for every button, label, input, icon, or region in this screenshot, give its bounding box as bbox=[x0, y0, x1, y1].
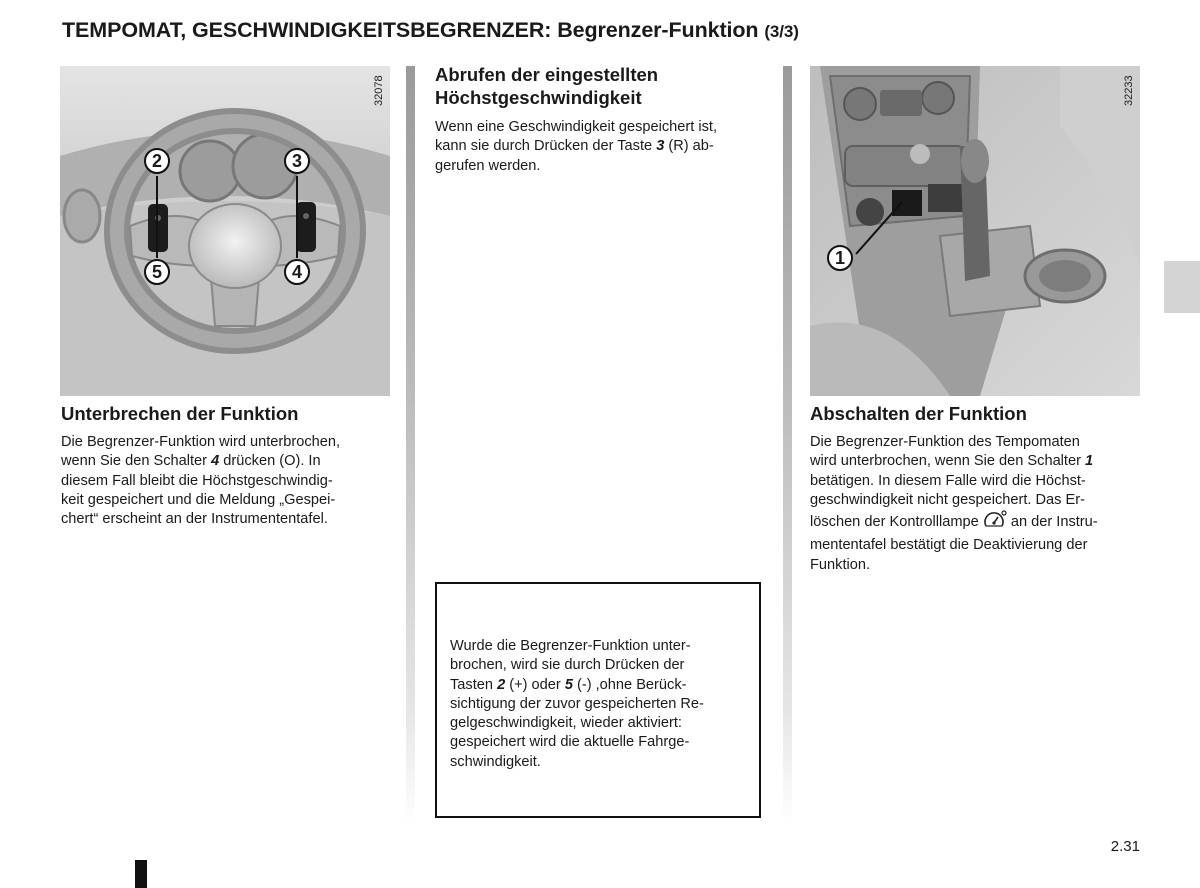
center-console-photo bbox=[810, 66, 1140, 396]
note-text: Wurde die Begrenzer-Funktion unter- brochen, wird sie durch Drücken der Tasten 2 (+) oder 5 (-) ,ohne Berück- sichtigung der zuvor gespeicherten Re- gelgeschwindigkeit, wieder aktiviert: gespeichert wird die aktuelle Fahrge- schwindigkeit. bbox=[450, 638, 704, 770]
column-separator bbox=[406, 66, 415, 826]
section-heading-unterbrechen: Unterbrechen der Funktion bbox=[61, 403, 299, 424]
callout-5: 5 bbox=[144, 259, 170, 285]
callout-4: 4 bbox=[284, 259, 310, 285]
callout-3: 3 bbox=[284, 148, 310, 174]
image-code: 32233 bbox=[1123, 75, 1135, 106]
page-title bbox=[62, 18, 799, 43]
steering-wheel-illustration bbox=[60, 66, 390, 396]
chapter-tab bbox=[1164, 261, 1200, 313]
page-number: 2.31 bbox=[1110, 838, 1140, 855]
note-box bbox=[435, 582, 761, 818]
column-separator bbox=[783, 66, 792, 826]
section-heading-abschalten: Abschalten der Funktion bbox=[810, 403, 1027, 424]
callout-1: 1 bbox=[827, 245, 853, 271]
paragraph-abschalten: Die Begrenzer-Funktion des Tempomaten wird unterbrochen, wenn Sie den Schalter 1 betätigen. In diesem Falle wird die Höchst- geschwindigkeit nicht gespeichert. Das Er- löschen der Kontrolllampe an der Instru- mententafel bestätigt die Deaktivierung der Funktion. bbox=[810, 434, 1098, 573]
speed-limiter-warning-lamp-icon bbox=[983, 510, 1007, 536]
crop-mark bbox=[135, 860, 147, 888]
title-text: TEMPOMAT, GESCHWINDIGKEITSBEGRENZER: Begrenzer-Funktion bbox=[62, 18, 759, 42]
steering-wheel-photo bbox=[60, 66, 390, 396]
paragraph-unterbrechen: Die Begrenzer-Funktion wird unterbrochen, wenn Sie den Schalter 4 drücken (O). In diesem Fall bleibt die Höchstgeschwindig- keit gespeichert und die Meldung „Gespei- chert“ erscheint an der Instrumententafel. bbox=[61, 434, 341, 528]
image-code: 32078 bbox=[373, 75, 385, 106]
center-console-illustration bbox=[810, 66, 1140, 396]
section-heading-abrufen: Abrufen der eingestellten Höchstgeschwindigkeit bbox=[435, 64, 659, 108]
title-page-marker: (3/3) bbox=[764, 22, 799, 41]
callout-2: 2 bbox=[144, 148, 170, 174]
paragraph-abrufen: Wenn eine Geschwindigkeit gespeichert ist, kann sie durch Drücken der Taste 3 (R) ab- gerufen werden. bbox=[435, 119, 718, 174]
